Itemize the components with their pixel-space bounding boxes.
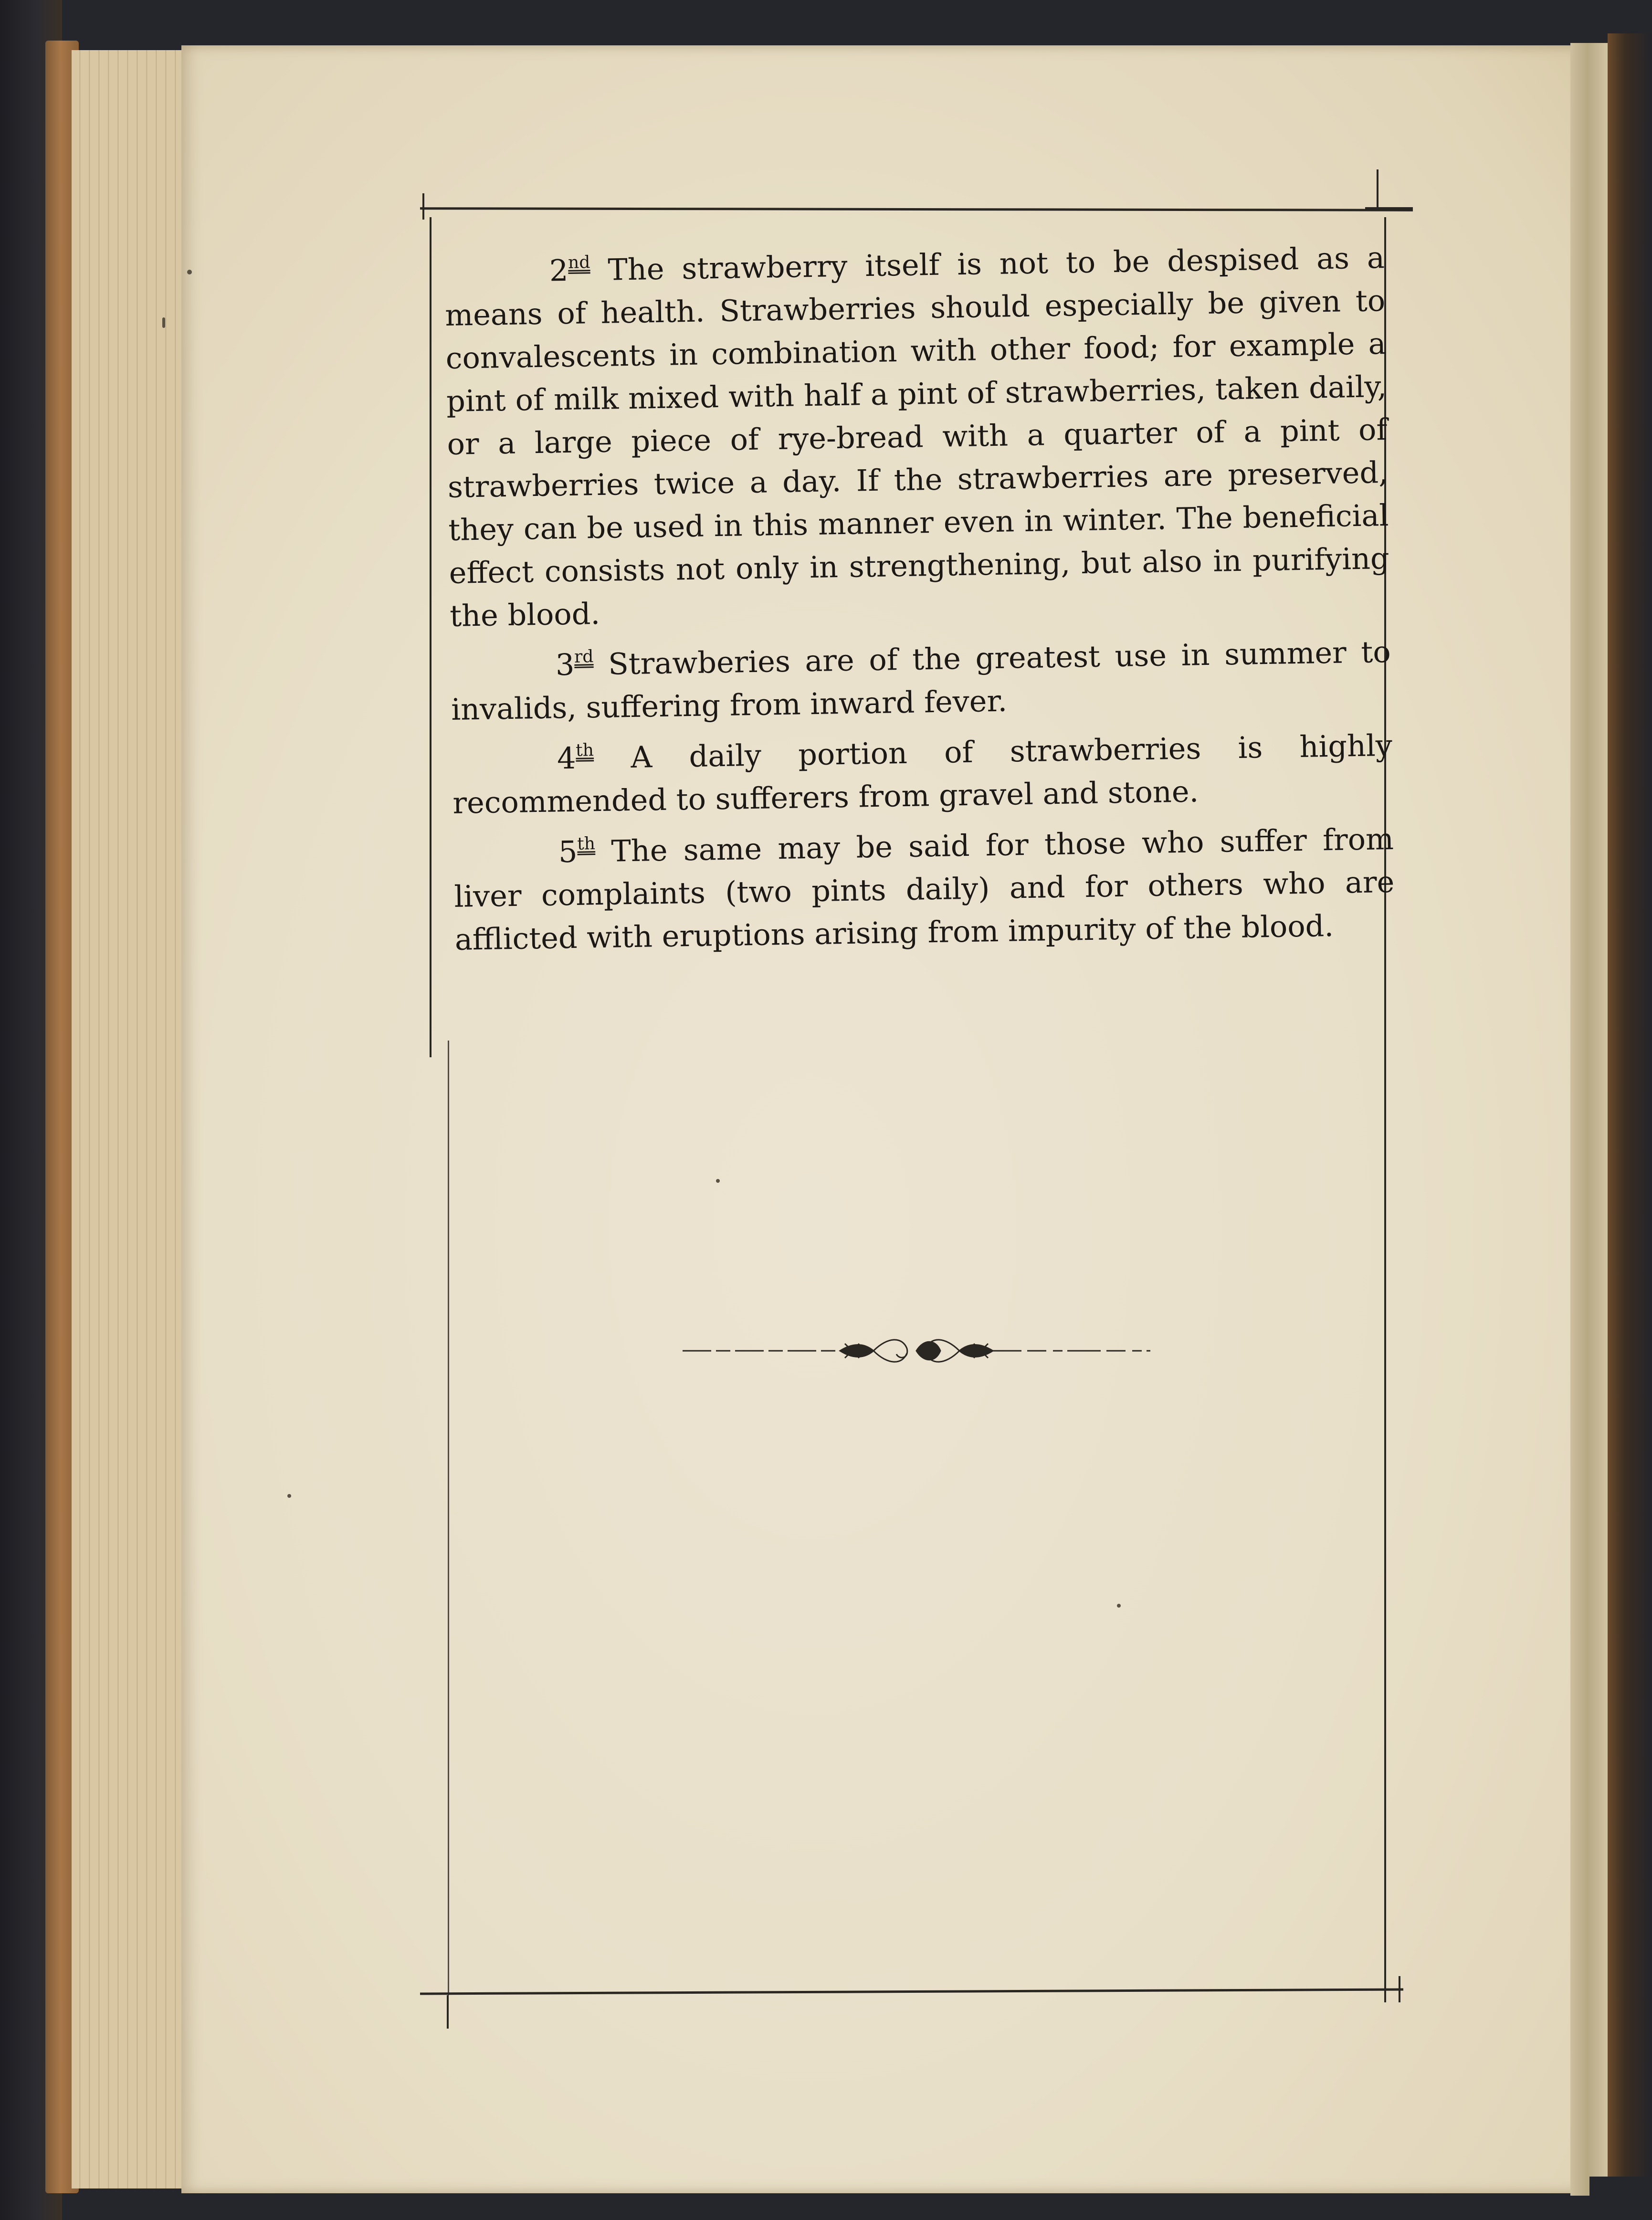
page-gutter [1570,43,1609,2196]
ordinal-suffix: th [577,834,596,854]
frame-left-rule [430,217,431,1057]
paragraph-5th [453,810,1395,961]
paragraph-text: The strawberry itself is not to be despised as a means of health. Strawberries should especially be given to convalescents in combination with other food; for example a pint of milk mixed with half a pint of strawberries, taken daily, or a large piece of rye-bread with a quarter of a pint of strawberries twice a day. If the strawberries are preserved, they can be used in this manner even in winter. The beneficial effect consists not only in strengthening, but also in purifying the blood. [444,240,1390,633]
frame-bottom-right-tick [1399,1976,1400,2002]
ordinal-number: 2 [549,253,568,288]
ordinal-marker [557,729,594,780]
paragraph-2nd [444,229,1390,638]
paragraph-3rd [450,623,1392,731]
paragraph-4th [452,716,1393,825]
ordinal-number: 5 [558,834,578,870]
page-text [444,229,1395,964]
ordinal-suffix: rd [574,647,594,667]
paragraph-text: The same may be said for those who suffer from liver complaints (two pints daily) and for others who are afflicted with eruptions arising from impurity of the blood. [453,821,1395,957]
ordinal-number: 3 [555,647,575,683]
frame-left-rule-lower [448,1041,449,1995]
ordinal-number: 4 [557,740,576,776]
paper-speck [1117,1604,1121,1608]
ordinal-suffix: th [575,740,594,760]
right-cover [1608,33,1652,2200]
paragraph-text: A daily portion of strawberries is highly recommended to sufferers from gravel and stone. [452,727,1393,821]
page-stack-edges [72,50,196,2188]
paragraph-text: Strawberies are of the greatest use in summer to invalids, suffering from inward fever. [451,634,1391,727]
ordinal-marker [549,241,590,292]
frame-bottom-left-tick [447,1995,449,2029]
frame-top-left-tick [422,193,424,220]
paper-speck [287,1494,291,1498]
decorative-ornament [683,1329,1150,1372]
ordinal-marker [558,822,596,873]
ordinal-marker [555,635,594,686]
ordinal-suffix: nd [568,253,590,273]
paper-speck [187,270,192,274]
frame-top-extension [1365,207,1413,209]
paper-speck [716,1179,720,1183]
paper-speck [162,317,165,328]
right-cover-corner [1589,2177,1652,2220]
frame-top-right-tick [1377,169,1378,210]
